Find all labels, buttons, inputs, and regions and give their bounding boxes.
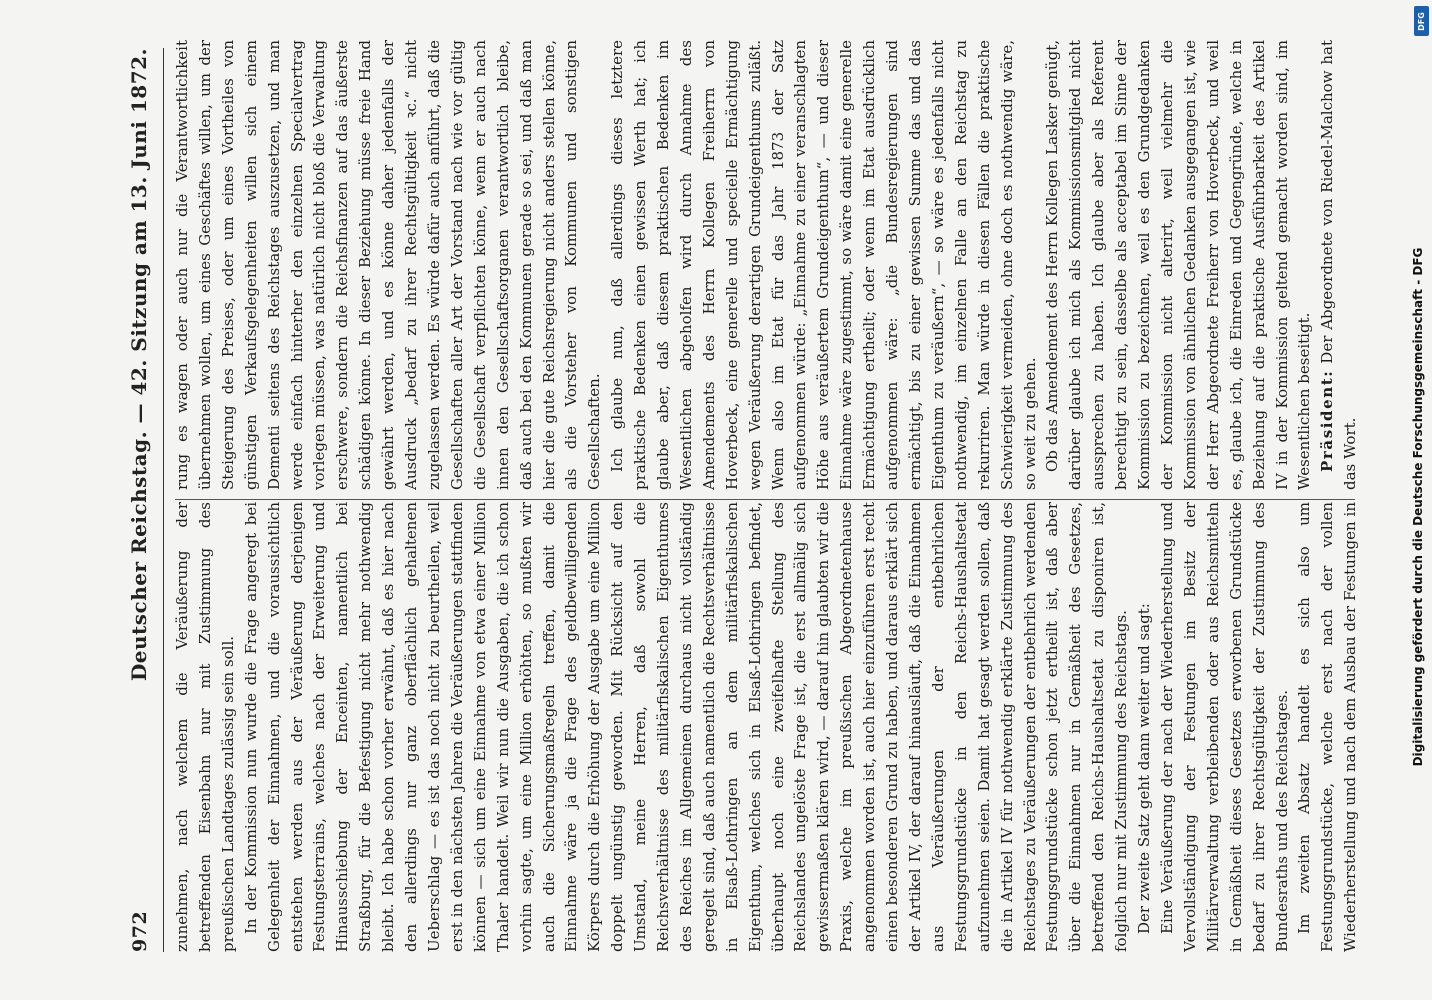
column-divider (175, 499, 1355, 500)
header-rule (163, 48, 164, 952)
page-number: 972 (129, 910, 151, 952)
page-title: Deutscher Reichstag. — 42. Sitzung am 13. Juni 1872. (127, 48, 151, 682)
dfg-logo-text: DFG (1417, 11, 1427, 31)
speaker-label: Präsident: (1318, 369, 1337, 472)
document-page (51, 40, 1381, 960)
paragraph: In der Kommission nun wurde die Frage angeregt bei Gelegenheit der Einnahmen, und die voraussichtlich entstehen werden aus der Veräußerung derjenigen Festungsterrains, welches nach der Erweiterung und Hinausschiebung der Enceinten, namentlich bei Straßburg, für die Befestigung nicht mehr nothwendig bleibt. Ich habe schon vorher erwähnt, daß es hier nach den allerdings nur ganz oberflächlich gehaltenen Ueberschlag — es ist das noch nicht zu beurtheilen, weil erst in den nächsten Jahren die Veräußerungen stattfinden können — sich um eine Einnahme von etwa einer Million Thaler handelt. Weil wir nun die Ausgaben, die ich schon vorhin sagte, um eine Million erhöhten, so mußten wir auch die Sicherungsmaßregeln treffen, damit die Einnahme wäre ja die Frage des geldbewilligenden Körpers durch die Erhöhung der Ausgabe um eine Million doppelt ungünstig geworden. Mit Rücksicht auf den Umstand, meine Herren, daß sowohl die Reichsverhältnisse des militärfiskalischen Eigenthumes des Reiches im Allgemeinen durchaus nicht vollständig geregelt sind, daß auch namentlich die Rechtsverhältnisse in Elsaß-Lothringen an dem militärfiskalischen Eigenthum, welches sich in Elsaß-Lothringen befindet, überhaupt noch eine zweifelhafte Stellung des Reichslandes ungelöste Frage ist, die erst allmälig sich gewissermaßen klären wird, — darauf hin glaubten wir die Praxis, welche im preußischen Abgeordnetenhause angenommen worden ist, auch hier einzuführen erst recht einen besonderen Grund zu haben, und daraus erklärt sich der Artikel IV, der darauf hinausläuft, daß die Einnahmen aus Veräußerungen der entbehrlichen Festungsgrundstücke in den Reichs-Haushaltsetat aufzunehmen seien. Damit hat gesagt werden sollen, daß die in Artikel IV für nothwendig erklärte Zustimmung des Reichstages zu Veräußerungen der entbehrlich werdenden Festungsgrundstücke schon jetzt ertheilt ist, daß aber über die Einnahmen nur in Gemäßheit des Gesetzes, betreffend den Reichs-Haushaltsetat zu disponiren ist, folglich nur mit Zustimmung des Reichstags. (241, 502, 1131, 952)
quoted-paragraph: Eine Veräußerung der nach der Wiederherstellung und Vervollständigung der Festungen im Besitz der Militärverwaltung verbleibenden oder aus Reichsmitteln in Gemäßheit dieses Gesetzes erworbenen Grundstücke bedarf zu ihrer Rechtsgültigkeit der Zustimmung des Bundesraths und des Reichstages. (1157, 502, 1291, 952)
digitization-notice (1404, 0, 1432, 1000)
paragraph: zunehmen, nach welchem die Veräußerung der betreffenden Eisenbahn nur mit Zustimmung des preußischen Landtages zulässig sein soll. (173, 502, 237, 952)
speaker-text: Der Abgeordnete von Riedel-Malchow hat das Wort. (1318, 40, 1360, 490)
dfg-notice-text: Digitalisierung gefördert durch die Deutsche Forschungsgemeinschaft - DFG (1411, 247, 1425, 767)
speaker-label (1364, 103, 1366, 472)
paragraph: Im zweiten Absatz handelt es sich also um Festungsgrundstücke, welche erst nach der vollen Wiederherstellung und nach dem Ausbau der Festungen in (1295, 502, 1360, 952)
page-header (111, 48, 151, 952)
paragraph: Der zweite Satz geht dann weiter und sagt: (1135, 603, 1154, 934)
speaker-paragraph (1362, 40, 1366, 490)
text-column-left (171, 502, 1366, 952)
paragraph: rung es wagen oder auch nur die Verantwortlichkeit übernehmen wollen, um eines Geschäftes willen, um der Steigerung des Preises, oder um eines Vortheiles von günstigen Verkaufsgelegenheiten willen sich einem Dementi seitens des Reichstages auszusetzen, und man werde einfach hinterher den einzelnen Specialvertrag vorlegen müssen, was natürlich nicht bloß die Verwaltung erschwere, sondern die Reichsfinanzen auf das äußerste schädigen könne. In dieser Beziehung müsse freie Hand gewährt werden, und es könne daher jedenfalls der Ausdruck „bedarf zu ihrer Rechtsgültigkeit ꝛc.“ nicht zugelassen werden. Es würde dafür auch anführt, daß die Gesellschaften aller Art der Vorstand nach wie vor gültig die Gesellschaft verpflichten könne, wenn er auch nach innen den Gesellschaftsorganen verantwortlich bleibe, daß auch bei den Kommunen gerade so sei, und daß man hier die gute Reichsregierung nicht anders stellen könne, als die Vorsteher von Kommunen und sonstigen Gesellschaften. (173, 40, 604, 490)
paragraph: Ich glaube nun, daß allerdings dieses letztere praktische Bedenken einen gewissen Werth hat; ich glaube aber, daß diesem praktischen Bedenken im Wesentlichen abgeholfen wird durch Annahme des Amendements des Herrn Kollegen Freiherrn von Hoverbeck, eine generelle und specielle Ermächtigung wegen Veräußerung derartigen Grundeigenthums zuläßt. Wenn also im Etat für das Jahr 1873 der Satz aufgenommen würde: „Einnahme zu einer veranschlagten Höhe aus veräußertem Grundeigenthum“, — und dieser Einnahme wäre zugestimmt, so wäre damit eine generelle Ermächtigung ertheilt; oder wenn im Etat ausdrücklich aufgenommen wäre: „die Bundesregierungen sind ermächtigt, bis zu einer gewissen Summe das und das Eigenthum zu veräußern“, — so wäre es jedenfalls nicht nothwendig, im einzelnen Falle an den Reichstag zu rekurriren. Man würde in diesen Fällen die praktische Schwierigkeit vermeiden, ohne doch es nothwendig wäre, so weit zu gehen. (608, 40, 1039, 490)
dfg-logo (1414, 6, 1429, 36)
text-column-right (171, 40, 1366, 490)
speaker-paragraph (1316, 40, 1362, 490)
paragraph: Ob das Amendement des Herrn Kollegen Lasker genügt, darüber glaube ich mich als Kommissionsmitglied nicht aussprechen zu haben. Ich glaube aber als Referent berechtigt zu sein, dasselbe als acceptabel im Sinne der Kommission zu bezeichnen, weil es den Grundgedanken der Kommission nicht alterirt, weil vielmehr die Kommission von ähnlichen Gedanken ausgegangen ist, wie der Herr Abgeordnete Freiherr von Hoverbeck, und weil es, glaube ich, die Einreden und Gegengründe, welche in Beziehung auf die praktische Ausführbarkeit des Artikel IV in der Kommission geltend gemacht worden sind, im Wesentlichen beseitigt. (1043, 40, 1314, 490)
